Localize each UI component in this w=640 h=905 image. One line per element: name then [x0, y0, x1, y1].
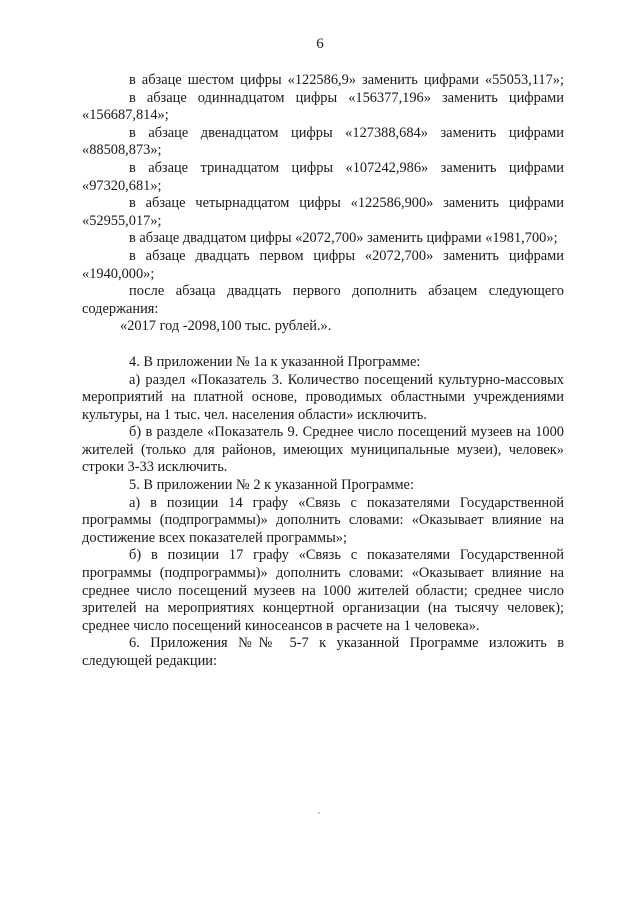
document-body: [82, 72, 564, 671]
section-5-heading: 5. В приложении № 2 к указанной Программе:: [129, 477, 414, 494]
section-4-item-b: б) в разделе «Показатель 9. Среднее число посещений музеев на 1000 жителей (только для районов, имеющих муниципальные музеи), человек» строки 3-33 исключить.: [82, 424, 564, 476]
scan-speck: [318, 812, 320, 814]
section-5-item-b: б) в позиции 17 графу «Связь с показателями Государственной программы (подпрограммы)» дополнить словами: «Оказывает влияние на среднее число посещений музеев на 1000 жителей области; среднее число зрителей на мероприятиях концертной организации (на тысячу человек); среднее число посещений киносеансов в расчете на 1 человека».: [82, 547, 564, 634]
paragraph-amend-11: в абзаце одиннадцатом цифры «156377,196» заменить цифрами «156687,814»;: [82, 89, 564, 124]
paragraph-amend-6: в абзаце шестом цифры «122586,9» заменить цифрами «55053,117»;: [129, 72, 564, 88]
paragraph-add-after-21: после абзаца двадцать первого дополнить абзацем следующего содержания:: [82, 283, 564, 317]
paragraph-amend-14: в абзаце четырнадцатом цифры «122586,900» заменить цифрами «52955,017»;: [82, 195, 564, 229]
paragraph-quote-2017: «2017 год -2098,100 тыс. рублей.».: [120, 318, 332, 335]
section-5-item-a: а) в позиции 14 графу «Связь с показателями Государственной программы (подпрограммы)» дополнить словами: «Оказывает влияние на достижение всех показателей программы»;: [82, 494, 564, 546]
section-6-text: 6. Приложения №№ 5-7 к указанной Программе изложить в следующей редакции:: [82, 635, 564, 669]
paragraph-amend-12: в абзаце двенадцатом цифры «127388,684» заменить цифрами «88508,873»;: [82, 124, 564, 159]
paragraph-amend-21: в абзаце двадцать первом цифры «2072,700» заменить цифрами «1940,000»;: [82, 247, 564, 282]
section-gap: [82, 336, 564, 354]
paragraph-amend-20: в абзаце двадцатом цифры «2072,700» заменить цифрами «1981,700»;: [129, 230, 558, 247]
section-4-item-a: а) раздел «Показатель 3. Количество посещений культурно-массовых мероприятий на платной основе, проводимых областными учреждениями культуры, на 1 тыс. чел. населения области» исключить.: [82, 371, 564, 423]
page-number: 6: [316, 36, 324, 52]
section-4-heading: 4. В приложении № 1а к указанной Программе:: [129, 353, 421, 370]
paragraph-amend-13: в абзаце тринадцатом цифры «107242,986» заменить цифрами «97320,681»;: [82, 159, 564, 194]
